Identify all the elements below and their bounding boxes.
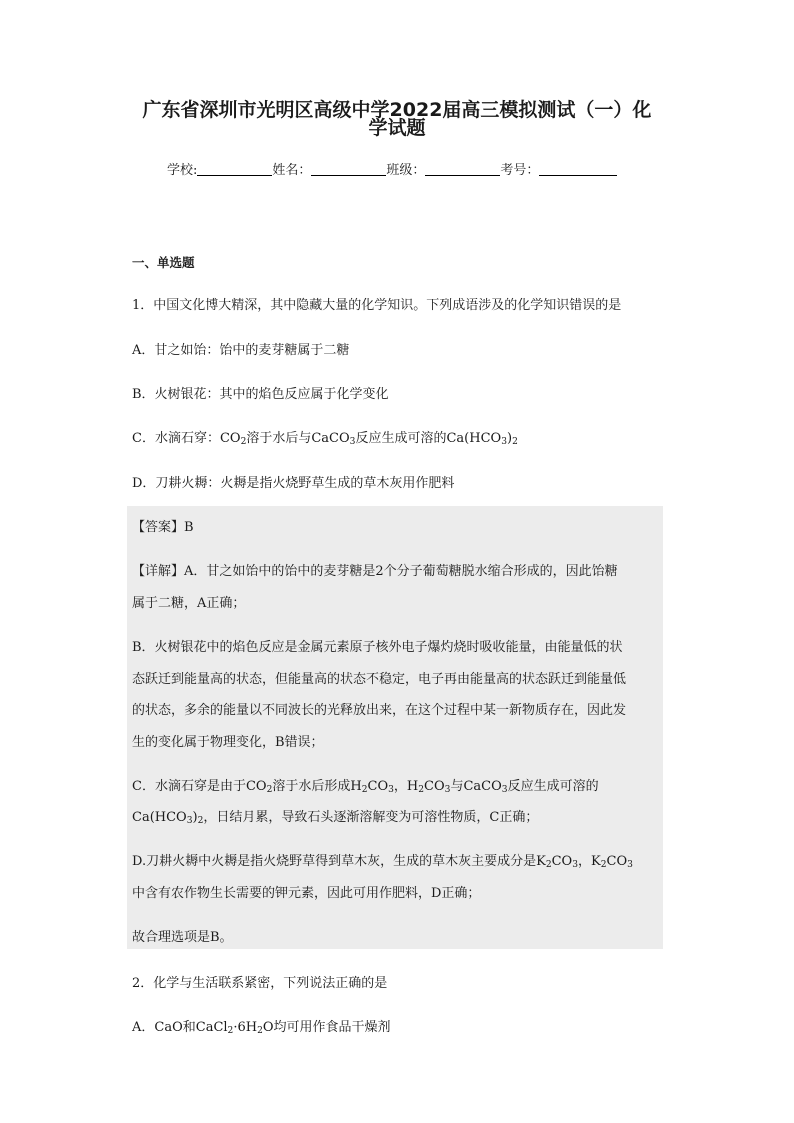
exam-title-line2: 学试题 [368,117,426,139]
q1-detail-a-line2: 属于二糖，A正确； [132,596,246,611]
name-label: 姓名： [272,163,312,178]
school-label: 学校: [167,163,198,178]
q1-option-a: A．甘之如饴：饴中的麦芽糖属于二糖 [132,343,350,358]
q1-detail-b-line1: B．火树银花中的焰色反应是金属元素原子核外电子爆灼烧时吸收能量，由能量低的状 [132,640,623,655]
q1-detail-b-line4: 生的变化属于物理变化，B错误； [132,735,324,750]
q1-detail-d-line1: D.刀耕火耨中火耨是指火烧野草得到草木灰，生成的草木灰主要成分是$K_2CO_3$，$K_2CO_3$ [132,854,633,870]
name-blank [311,161,386,176]
school-blank [197,161,272,176]
q1-detail-b-line2: 态跃迁到能量高的状态，但能量高的状态不稳定，电子再由能量高的状态跃迁到能量低 [132,672,627,687]
student-info-row [167,159,617,178]
q1-detail-c-line1: C．水滴石穿是由于$CO_2$溶于水后形成$H_2CO_3$，$H_2CO_3$与CaCO$_3$反应生成可溶的 [132,779,599,795]
q1-detail-a-line1: 【详解】A．甘之如饴中的饴中的麦芽糖是2个分子葡萄糖脱水缩合形成的，因此饴糖 [132,564,618,579]
q1-detail-c-line2: $Ca(HCO_3)_2$，日结月累，导致石头逐渐溶解变为可溶性物质，C正确； [132,810,539,826]
number-label: 考号： [500,163,540,178]
q1-option-c: C．水滴石穿：$CO_2$溶于水后与CaCO$_3$反应生成可溶的$Ca(HCO_3)_2$ [132,431,518,447]
q1-detail-b-line3: 的状态，多余的能量以不同波长的光释放出来，在这个过程中某一新物质存在，因此发 [132,703,627,718]
q1-stem: 1．中国文化博大精深，其中隐藏大量的化学知识。下列成语涉及的化学知识错误的是 [132,298,622,313]
class-label: 班级： [386,163,426,178]
exam-title-line1: 广东省深圳市光明区高级中学2022届高三模拟测试（一）化 [142,99,652,121]
section-title: 一、单选题 [132,255,195,270]
q2-stem: 2．化学与生活联系紧密，下列说法正确的是 [132,976,388,991]
q2-option-a: A．CaO和$CaCl_2\cdot 6H_2O$均可用作食品干燥剂 [132,1020,391,1036]
q1-detail-d-line2: 中含有农作物生长需要的钾元素，因此可用作肥料，D正确； [132,886,481,901]
q1-conclusion: 故合理选项是B。 [132,930,233,945]
number-blank [539,161,617,176]
q1-answer: 【答案】B [132,520,194,535]
q1-option-b: B．火树银花：其中的焰色反应属于化学变化 [132,387,389,402]
q1-option-d: D．刀耕火耨：火耨是指火烧野草生成的草木灰用作肥料 [132,476,455,491]
class-blank [425,161,500,176]
